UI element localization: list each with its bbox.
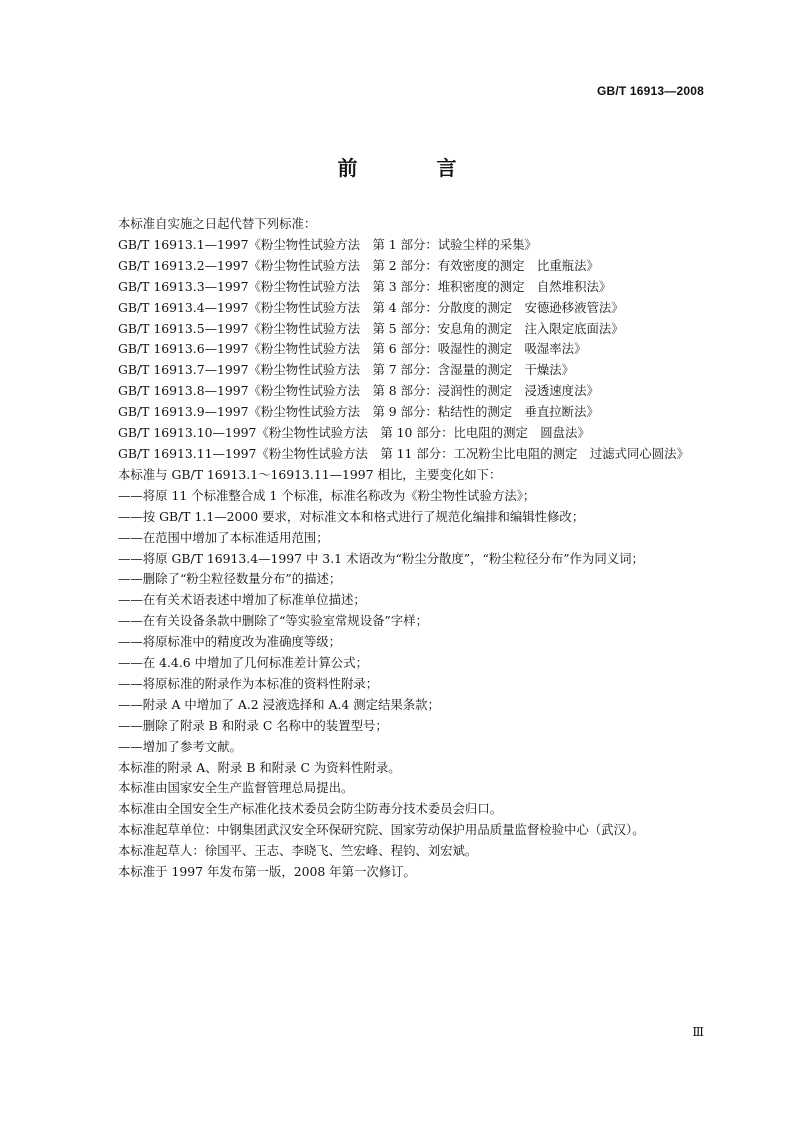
superseded-standard: GB/T 16913.1—1997《粉尘物性试验方法 第 1 部分：试验尘样的采集》 (118, 236, 537, 252)
page-title: 前 言 (337, 156, 493, 180)
change-item: ——将原 11 个标准整合成 1 个标准，标准名称改为《粉尘物性试验方法》； (118, 487, 536, 503)
change-item: ——在范围中增加了本标准适用范围； (118, 529, 329, 545)
change-item: ——增加了参考文献。 (118, 738, 242, 754)
superseded-standard: GB/T 16913.3—1997《粉尘物性试验方法 第 3 部分：堆积密度的测定 自然堆积法》 (118, 278, 612, 294)
superseded-standard: GB/T 16913.9—1997《粉尘物性试验方法 第 9 部分：粘结性的测定 垂直拉断法》 (118, 404, 599, 420)
superseded-standard: GB/T 16913.10—1997《粉尘物性试验方法 第 10 部分：比电阻的测定 圆盘法》 (118, 425, 590, 441)
paragraph: 本标准起草单位：中钢集团武汉安全环保研究院、国家劳动保护用品质量监督检验中心（武汉）。 (118, 822, 645, 838)
paragraph: 本标准起草人：徐国平、王志、李晓飞、竺宏峰、程钧、刘宏斌。 (118, 843, 478, 859)
standard-code: GB/T 16913—2008 (596, 84, 704, 98)
change-item: ——在 4.4.6 中增加了几何标准差计算公式； (118, 655, 369, 671)
superseded-standard: GB/T 16913.6—1997《粉尘物性试验方法 第 6 部分：吸湿性的测定 吸湿率法》 (118, 341, 587, 357)
paragraph: 本标准自实施之日起代替下列标准： (118, 216, 317, 231)
change-item: ——删除了附录 B 和附录 C 名称中的装置型号； (118, 717, 388, 733)
paragraph: 本标准于 1997 年发布第一版，2008 年第一次修订。 (118, 864, 416, 880)
superseded-standard: GB/T 16913.11—1997《粉尘物性试验方法 第 11 部分：工况粉尘比电阻的测定 过滤式同心圆法》 (118, 445, 689, 461)
superseded-standard: GB/T 16913.2—1997《粉尘物性试验方法 第 2 部分：有效密度的测定 比重瓶法》 (118, 257, 599, 273)
superseded-standard: GB/T 16913.8—1997《粉尘物性试验方法 第 8 部分：浸润性的测定 浸透速度法》 (118, 383, 599, 399)
change-item: ——删除了“粉尘粒径数量分布”的描述； (118, 571, 342, 587)
superseded-standard: GB/T 16913.7—1997《粉尘物性试验方法 第 7 部分：含湿量的测定 干燥法》 (118, 362, 575, 378)
paragraph: 本标准由全国安全生产标准化技术委员会防尘防毒分技术委员会归口。 (118, 801, 503, 817)
change-item: ——在有关设备条款中删除了“等实验室常规设备”字样； (118, 613, 429, 629)
page-number: Ⅲ (692, 1025, 704, 1039)
change-item: ——将原标准的附录作为本标准的资料性附录； (118, 675, 379, 691)
paragraph: 本标准的附录 A、附录 B 和附录 C 为资料性附录。 (118, 759, 401, 775)
foreword-body (90, 214, 702, 883)
superseded-standard: GB/T 16913.5—1997《粉尘物性试验方法 第 5 部分：安息角的测定 注入限定底面法》 (118, 320, 624, 336)
change-item: ——附录 A 中增加了 A.2 浸液选择和 A.4 测定结果条款； (118, 696, 440, 712)
change-item: ——将原标准中的精度改为准确度等级； (118, 634, 342, 650)
change-item: ——在有关术语表述中增加了标准单位描述； (118, 592, 366, 608)
change-item: ——按 GB/T 1.1—2000 要求，对标准文本和格式进行了规范化编排和编辑性修改； (118, 508, 585, 524)
superseded-standard: GB/T 16913.4—1997《粉尘物性试验方法 第 4 部分：分散度的测定 安德逊移液管法》 (118, 299, 624, 315)
paragraph: 本标准由国家安全生产监督管理总局提出。 (118, 780, 354, 796)
change-item: ——将原 GB/T 16913.4—1997 中 3.1 术语改为“粉尘分散度”，“粉尘粒径分布”作为同义词； (118, 550, 644, 566)
paragraph: 本标准与 GB/T 16913.1～16913.11—1997 相比，主要变化如下： (118, 466, 502, 482)
